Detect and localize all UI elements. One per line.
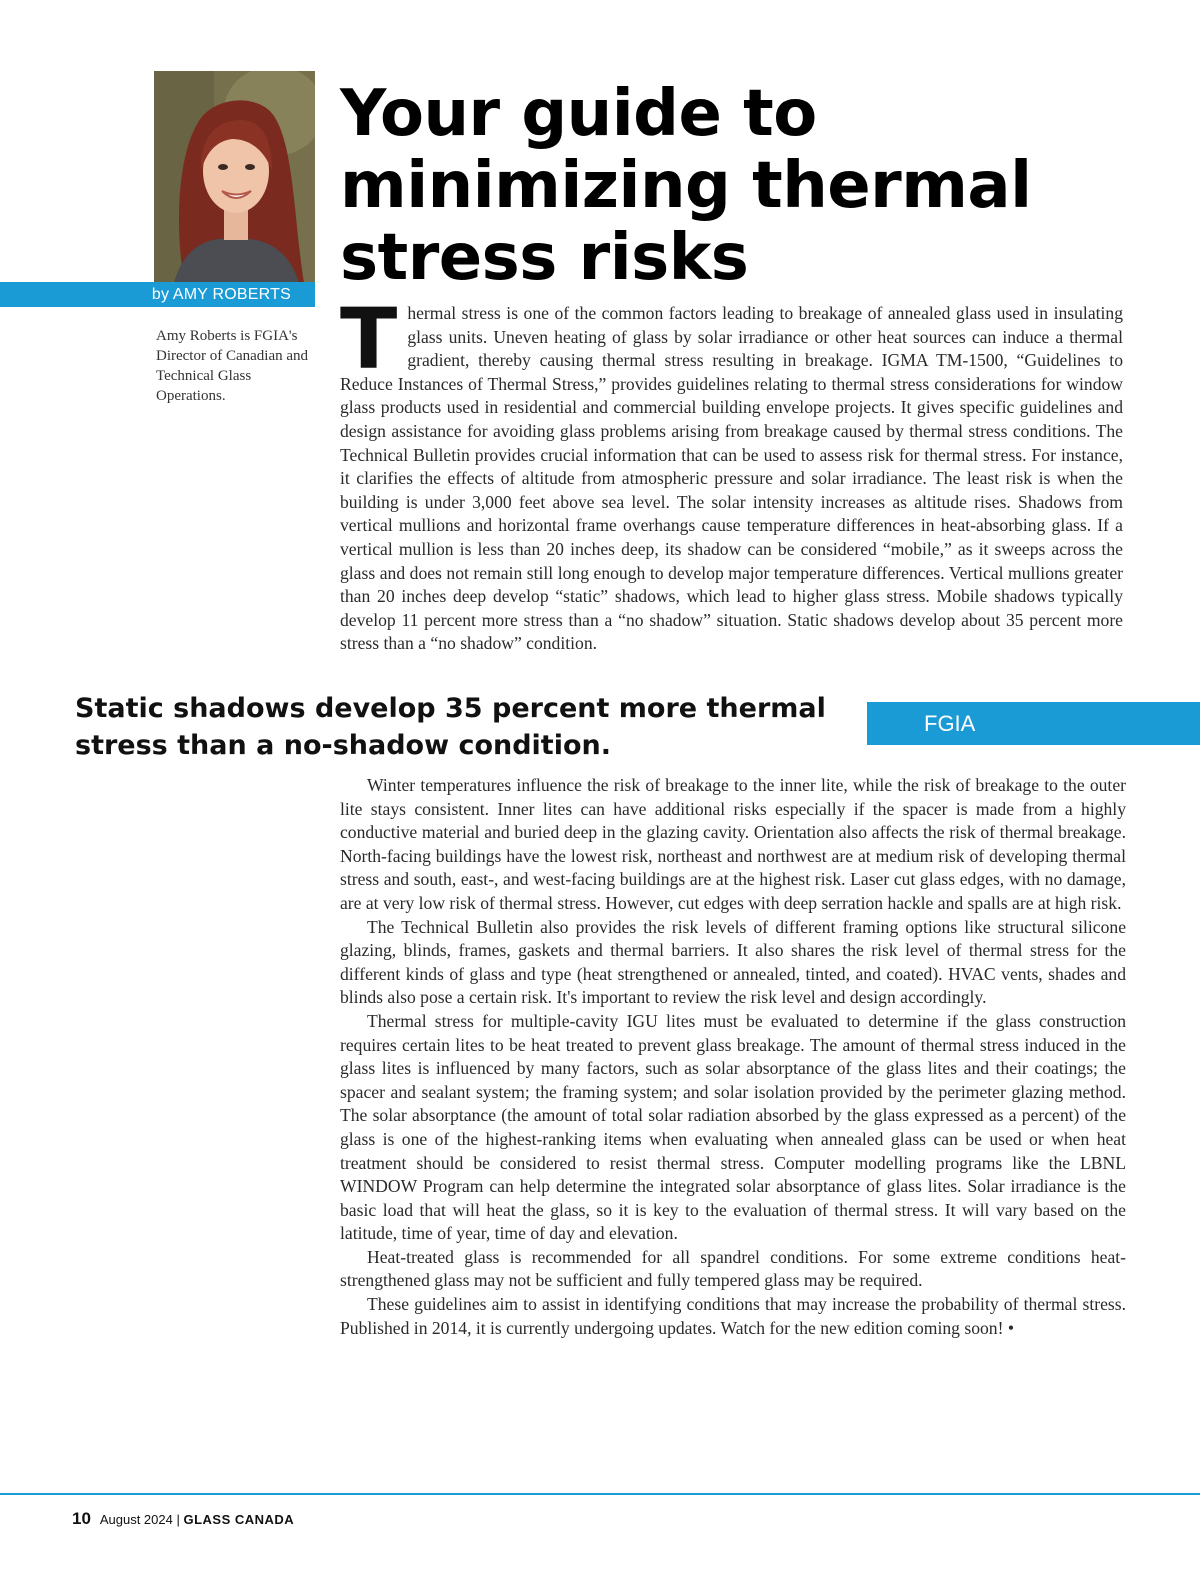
page-number: 10 <box>72 1509 91 1528</box>
pull-quote: Static shadows develop 35 percent more thermal stress than a no-shadow condition. <box>75 693 826 761</box>
issue-date: August 2024 | <box>99 1512 180 1527</box>
byline-bar <box>0 282 315 307</box>
section-tab <box>867 702 1200 745</box>
body-paragraph: The Technical Bulletin also provides the risk levels of different framing options like structural silicone glazing, blinds, frames, gaskets and thermal barriers. It also shares the risk level of thermal stress for the different kinds of glass and type (heat strengthened or annealed, tinted, and coated). HVAC vents, shades and blinds also pose a certain risk. It's important to review the risk level and design accordingly. <box>340 916 1126 1008</box>
intro-paragraph <box>340 290 1123 656</box>
body-paragraph: Winter temperatures influence the risk of breakage to the inner lite, while the risk of breakage to the outer lite stays consistent. Inner lites can have additional risks especially if the spacer is made from a highly conductive material and buried deep in the glazing cavity. Orientation also affects the risk of thermal breakage. North-facing buildings have the lowest risk, northeast and northwest are at medium risk of developing thermal stress and south, east-, and west-facing buildings are at the highest risk. Laser cut glass edges, with no damage, are at very low risk of thermal stress. However, cut edges with deep serration hackle and spalls are at high risk. <box>340 775 1126 913</box>
article-body <box>340 774 1126 1340</box>
section-tab-label: FGIA <box>924 711 976 736</box>
body-paragraph: Thermal stress for multiple-cavity IGU lites must be evaluated to determine if the glass construction requires certain lites to be heat treated to prevent glass breakage. The amount of thermal stress induced in the glass lites is influenced by many factors, such as solar absorptance of the glass lites and their coatings; the spacer and sealant system; the framing system; and solar isolation provided by the perimeter glazing method. The solar absorptance (the amount of total solar radiation absorbed by the glass expressed as a percent) of the glass is one of the highest-ranking items when evaluating when annealed glass can be used or when heat treatment should be considered to resist thermal stress. Computer modelling programs like the LBNL WINDOW Program can help determine the integrated solar absorptance of glass lites. Solar irradiance is the basic load that will heat the glass, so it is key to the evaluation of thermal stress. It will vary based on the latitude, time of year, time of day and elevation. <box>340 1010 1126 1244</box>
drop-cap: T <box>340 290 398 388</box>
body-paragraph: These guidelines aim to assist in identifying conditions that may increase the probability of thermal stress. Published in 2014, it is currently undergoing updates. Watch for the new edition coming soon! • <box>340 1294 1126 1338</box>
footer-rule <box>0 1493 1200 1495</box>
intro-text: hermal stress is one of the common factors leading to breakage of annealed glass used in insulating glass units. Uneven heating of glass by solar irradiance or other heat sources can induce a thermal gradient, thereby causing thermal stress resulting in breakage. IGMA TM-1500, “Guidelines to Reduce Instances of Thermal Stress,” provides guidelines relating to thermal stress considerations for window glass products used in residential and commercial building envelope projects. It gives specific guidelines and design assistance for avoiding glass problems arising from breakage caused by thermal stress conditions. The Technical Bulletin provides crucial information that can be used to assess risk for thermal stress. For instance, it clarifies the effects of altitude from atmospheric pressure and solar irradiance. The least risk is when the building is under 3,000 feet above sea level. The solar intensity increases as altitude rises. Shadows from vertical mullions and horizontal frame overhangs cause temperature differences in heat-absorbing glass. If a vertical mullion is less than 20 inches deep, its shadow can be considered “mobile,” as it sweeps across the glass and does not remain still long enough to develop major temperature differences. Vertical mullions greater than 20 inches deep develop “static” shadows, which lead to higher glass stress. Mobile shadows typically develop 11 percent more stress than a “no shadow” situation. Static shadows develop about 35 percent more stress than a “no shadow” condition. <box>340 303 1123 654</box>
page-footer <box>72 1509 294 1529</box>
author-photo <box>154 71 315 283</box>
body-paragraph: Heat-treated glass is recommended for all spandrel conditions. For some extreme conditions heat-strengthened glass may not be sufficient and fully tempered glass may be required. <box>340 1246 1126 1291</box>
magazine-name: GLASS CANADA <box>183 1512 295 1527</box>
author-byline: by AMY ROBERTS <box>151 286 291 303</box>
author-bio: Amy Roberts is FGIA's Director of Canadian and Technical Glass Operations. <box>156 328 309 404</box>
article-headline: Your guide to minimizing thermal stress risks <box>340 77 1032 295</box>
